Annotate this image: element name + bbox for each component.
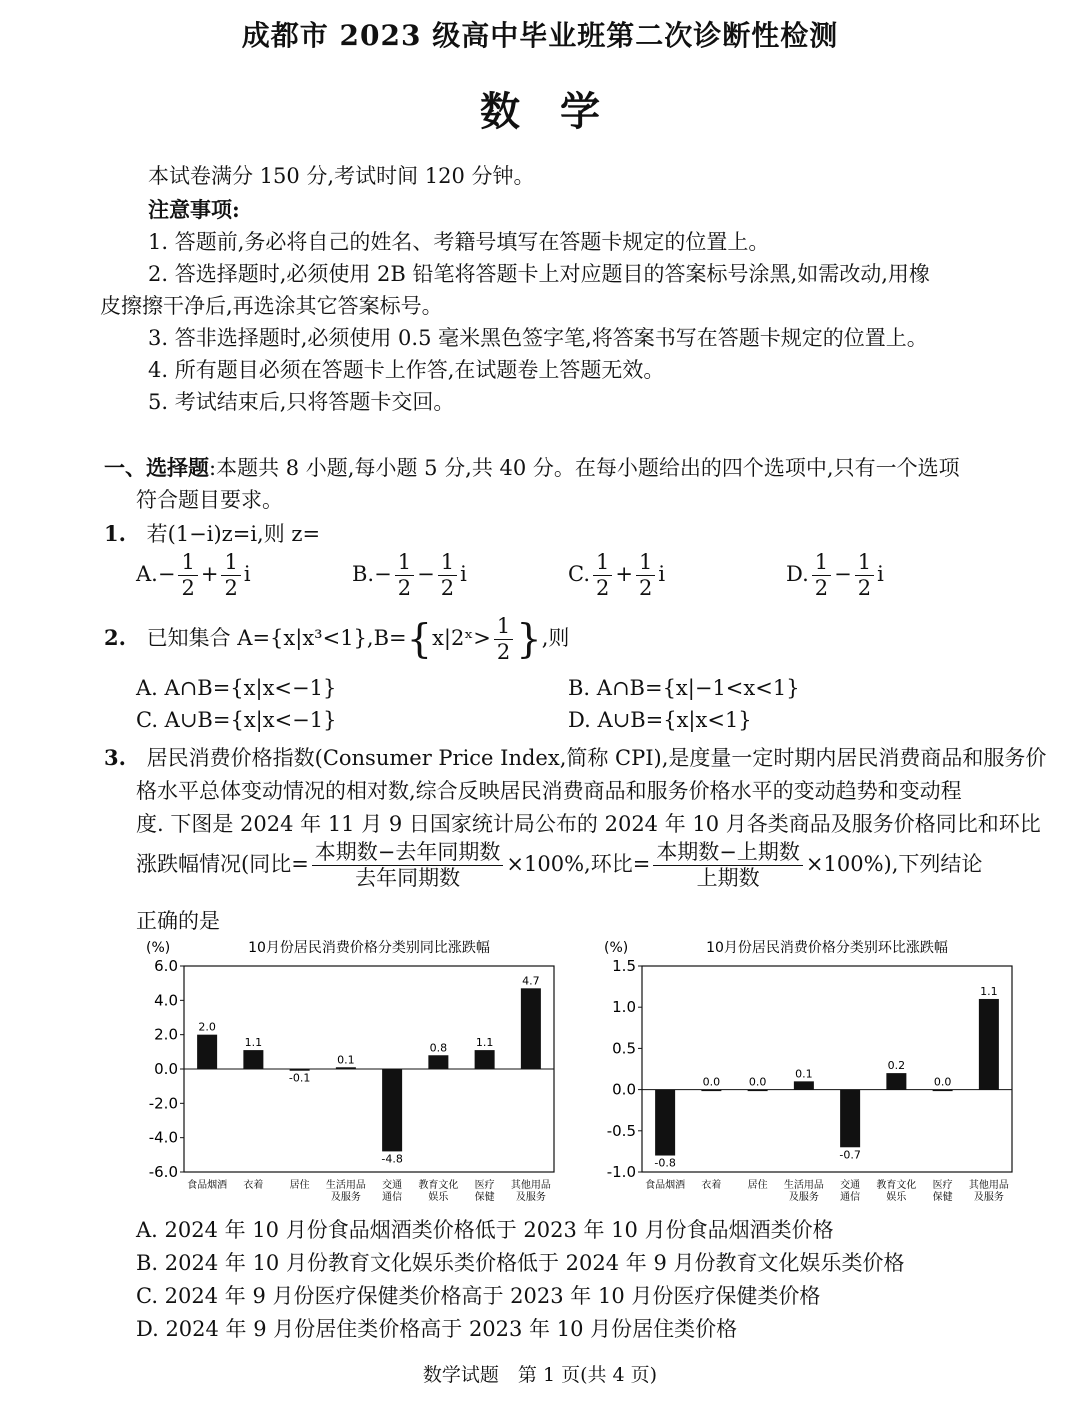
x-tick-label: 及服务 (515, 1192, 546, 1203)
x-tick-label: 及服务 (973, 1192, 1004, 1203)
denominator: 2 (496, 640, 511, 664)
bar (748, 1090, 768, 1092)
subject-title: 数学 (480, 88, 640, 135)
bar (290, 1069, 310, 1071)
sign: − (374, 562, 392, 586)
fraction (855, 552, 874, 599)
y-tick-label: -4.0 (148, 1128, 178, 1147)
exam-info: 本试卷满分 150 分,考试时间 120 分钟。 (148, 164, 535, 188)
fraction (395, 552, 414, 599)
data-label: 0.0 (702, 1075, 721, 1089)
y-tick-label: 4.0 (154, 991, 178, 1010)
x-tick-label: 娱乐 (428, 1192, 449, 1203)
numerator: 1 (636, 552, 655, 576)
numerator: 1 (812, 552, 831, 576)
q3-option-b[interactable]: B. 2024 年 10 月份教育文化娱乐类价格低于 2024 年 9 月份教育文化娱乐类价格 (136, 1251, 905, 1275)
data-label: -0.7 (839, 1148, 861, 1162)
y-tick-label: -6.0 (148, 1163, 178, 1181)
denominator: 2 (181, 576, 195, 600)
q3-line-1 (104, 742, 1046, 772)
plot-frame (642, 966, 1012, 1172)
bar (701, 1090, 721, 1092)
set-condition: x|2ˣ> (432, 626, 491, 650)
notice-title: 注意事项: (148, 197, 240, 222)
fraction (494, 616, 513, 663)
x-tick-label: 娱乐 (886, 1192, 907, 1203)
bar (382, 1069, 402, 1151)
y-tick-label: 6.0 (154, 957, 178, 975)
bar (197, 1035, 217, 1069)
y-tick-label: -1.0 (606, 1163, 636, 1181)
numerator: 1 (593, 552, 612, 576)
notice-2b: 皮擦擦干净后,再选涂其它答案标号。 (100, 294, 443, 318)
x-tick-label: 保健 (932, 1192, 953, 1203)
data-label: 0.8 (429, 1041, 448, 1055)
y-tick-label: 1.5 (612, 957, 636, 975)
q1-option-d[interactable] (786, 552, 884, 599)
operator: − (417, 562, 435, 586)
fraction (178, 552, 197, 599)
section-title: 一、选择题 (104, 455, 209, 480)
bar (886, 1073, 906, 1089)
denominator: 去年同期数 (355, 866, 461, 890)
data-label: 0.1 (795, 1067, 813, 1081)
notice-1: 1. 答题前,务必将自己的姓名、考籍号填写在答题卡规定的位置上。 (148, 230, 770, 254)
q3-option-c[interactable]: C. 2024 年 9 月份医疗保健类价格高于 2023 年 10 月份医疗保健类价格 (136, 1284, 821, 1308)
x-tick-label: 衣着 (243, 1180, 264, 1191)
numerator: 1 (855, 552, 874, 576)
data-label: -0.8 (654, 1156, 676, 1170)
x-tick-label: 生活用品 (325, 1180, 366, 1191)
x-tick-label: 交通 (382, 1180, 403, 1191)
fraction (438, 552, 457, 599)
x-tick-label: 医疗 (932, 1180, 953, 1191)
notice-3: 3. 答非选择题时,必须使用 0.5 毫米黑色签字笔,将答案书写在答题卡规定的位置上。 (148, 326, 928, 350)
option-label: D. (786, 562, 809, 586)
q3-line-2: 格水平总体变动情况的相对数,综合反映居民消费商品和服务价格水平的变动趋势和变动程 (136, 779, 962, 803)
sign: − (157, 562, 176, 586)
q2-option-d[interactable]: D. A∪B={x|x<1} (568, 708, 752, 732)
mom-chart (598, 932, 1018, 1210)
y-tick-label: -0.5 (606, 1121, 636, 1140)
numerator: 1 (178, 552, 197, 576)
section-heading (104, 452, 960, 482)
option-label: B. (352, 562, 375, 586)
fraction (221, 552, 240, 599)
x-tick-label: 保健 (474, 1192, 495, 1203)
q1-stem (104, 518, 320, 548)
q1-number: 1. (104, 521, 126, 546)
data-label: 0.1 (337, 1053, 355, 1067)
option-label: A. (136, 562, 158, 586)
option-label: C. (568, 562, 590, 586)
operator: − (834, 562, 852, 586)
q2-option-b[interactable]: B. A∩B={x|−1<x<1} (568, 676, 800, 700)
bar (521, 988, 541, 1069)
imag-unit: i (243, 562, 251, 586)
chart-title: 10月份居民消费价格分类别环比涨跌幅 (706, 940, 948, 956)
denominator: 上期数 (696, 866, 760, 890)
x-tick-label: 及服务 (330, 1192, 361, 1203)
imag-unit: i (460, 562, 467, 586)
numerator: 1 (395, 552, 414, 576)
q1-option-a[interactable] (136, 552, 251, 599)
mom-formula (653, 842, 803, 889)
q1-option-c[interactable] (568, 552, 665, 599)
imag-unit: i (658, 562, 666, 586)
q2-option-c[interactable]: C. A∪B={x|x<−1} (136, 708, 337, 732)
x-tick-label: 教育文化 (876, 1180, 917, 1191)
operator: + (200, 562, 219, 586)
q3-text-1: 居民消费价格指数(Consumer Price Index,简称 CPI),是度量一定时期内居民消费商品和服务价 (146, 746, 1047, 770)
y-tick-label: -2.0 (148, 1094, 178, 1113)
y-axis-unit: (%) (146, 940, 171, 956)
data-label: 1.1 (475, 1036, 494, 1050)
numerator: 1 (221, 552, 240, 576)
notice-2a: 2. 答选择题时,必须使用 2B 铅笔将答题卡上对应题目的答案标号涂黑,如需改动,用橡 (148, 262, 930, 286)
numerator: 1 (438, 552, 457, 576)
x-tick-label: 交通 (840, 1180, 861, 1191)
x-tick-label: 医疗 (474, 1180, 495, 1191)
x-tick-label: 其他用品 (968, 1180, 1009, 1191)
notice-4: 4. 所有题目必须在答题卡上作答,在试题卷上答题无效。 (148, 358, 665, 382)
y-axis-unit: (%) (604, 940, 629, 956)
x-tick-label: 教育文化 (418, 1180, 459, 1191)
q3-text-4c: ×100%),下列结论 (805, 852, 983, 876)
x-tick-label: 食品烟酒 (645, 1180, 686, 1191)
data-label: 0.0 (933, 1075, 952, 1089)
data-label: 1.1 (244, 1036, 263, 1050)
q3-line-3: 度. 下图是 2024 年 11 月 9 日国家统计局公布的 2024 年 10 月各类商品及服务价格同比和环比 (136, 812, 1041, 836)
data-label: 0.2 (887, 1059, 906, 1073)
x-tick-label: 通信 (840, 1192, 861, 1203)
bar (475, 1050, 495, 1069)
y-tick-label: 1.0 (612, 998, 636, 1017)
bar (243, 1050, 263, 1069)
x-tick-label: 食品烟酒 (187, 1180, 228, 1191)
x-tick-label: 其他用品 (510, 1180, 551, 1191)
denominator: 2 (224, 576, 238, 600)
yoy-formula (312, 842, 504, 889)
denominator: 2 (397, 576, 412, 600)
numerator: 1 (494, 616, 513, 640)
brace-right: } (516, 616, 542, 663)
exam-title: 成都市 2023 级高中毕业班第二次诊断性检测 (241, 19, 839, 52)
q2-option-a[interactable]: A. A∩B={x|x<−1} (136, 676, 337, 700)
x-tick-label: 衣着 (701, 1180, 722, 1191)
q2-text: 已知集合 A={x|x³<1},B= (146, 626, 407, 650)
data-label: -0.1 (288, 1071, 311, 1085)
x-tick-label: 居住 (747, 1180, 768, 1191)
bar (428, 1055, 448, 1069)
y-tick-label: 0.0 (612, 1080, 636, 1099)
operator: + (615, 562, 633, 586)
q2-stem (104, 616, 569, 663)
brace-left: { (406, 616, 433, 663)
q3-text-4b: ×100%,环比= (506, 852, 651, 876)
q3-option-d[interactable]: D. 2024 年 9 月份居住类价格高于 2023 年 10 月份居住类价格 (136, 1317, 738, 1341)
q3-option-a[interactable]: A. 2024 年 10 月份食品烟酒类价格低于 2023 年 10 月份食品烟酒类价格 (136, 1218, 834, 1242)
y-tick-label: 2.0 (154, 1025, 178, 1044)
section-desc-2: 符合题目要求。 (136, 488, 283, 512)
x-tick-label: 生活用品 (783, 1180, 824, 1191)
denominator: 2 (857, 576, 872, 600)
numerator: 本期数−去年同期数 (312, 842, 504, 866)
y-tick-label: 0.5 (612, 1039, 636, 1058)
numerator: 本期数−上期数 (653, 842, 803, 866)
denominator: 2 (440, 576, 455, 600)
notice-5: 5. 考试结束后,只将答题卡交回。 (148, 390, 455, 414)
bar (979, 999, 999, 1090)
x-tick-label: 及服务 (788, 1192, 819, 1203)
data-label: 1.1 (980, 984, 998, 998)
denominator: 2 (638, 576, 653, 600)
data-label: 2.0 (198, 1020, 216, 1034)
q3-line-5: 正确的是 (136, 909, 220, 933)
yoy-chart (140, 932, 560, 1210)
fraction (812, 552, 831, 599)
q2-text-end: ,则 (541, 626, 570, 650)
denominator: 2 (596, 576, 610, 600)
data-label: 0.0 (748, 1075, 767, 1089)
bar (933, 1090, 953, 1092)
q1-text: 若(1−i)z=i,则 z= (146, 522, 321, 546)
x-tick-label: 通信 (382, 1192, 403, 1203)
page-footer: 数学试题 第 1 页(共 4 页) (422, 1364, 658, 1386)
bar (840, 1090, 860, 1148)
denominator: 2 (814, 576, 829, 600)
chart-title: 10月份居民消费价格分类别同比涨跌幅 (248, 940, 490, 956)
bar (336, 1067, 356, 1069)
bar (794, 1081, 814, 1089)
q3-text-4a: 涨跌幅情况(同比= (136, 852, 309, 876)
fraction (636, 552, 655, 599)
bar (655, 1090, 675, 1156)
x-tick-label: 居住 (289, 1180, 310, 1191)
q1-option-b[interactable] (352, 552, 467, 599)
q3-line-4 (136, 842, 982, 889)
section-desc: :本题共 8 小题,每小题 5 分,共 40 分。在每小题给出的四个选项中,只有一个选项 (209, 456, 960, 480)
q2-number: 2. (104, 625, 126, 650)
data-label: 4.7 (522, 974, 540, 988)
data-label: -4.8 (381, 1152, 403, 1166)
y-tick-label: 0.0 (154, 1060, 178, 1078)
q3-number: 3. (104, 745, 126, 770)
fraction (593, 552, 612, 599)
imag-unit: i (877, 562, 884, 586)
